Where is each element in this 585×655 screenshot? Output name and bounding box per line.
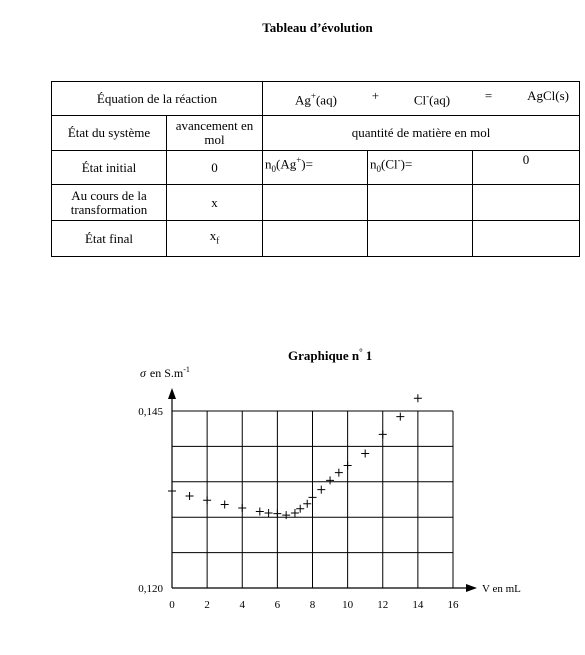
x-tick-label: 12 <box>377 599 389 611</box>
data-point <box>282 511 290 519</box>
data-point <box>273 510 281 518</box>
quantity-header: quantité de matière en mol <box>263 116 580 151</box>
state-during: Au cours de la transformation <box>52 185 167 221</box>
data-point <box>238 504 246 512</box>
data-point <box>326 476 334 484</box>
reactant-cl: Cl-(aq) <box>413 91 451 108</box>
data-point <box>396 413 404 421</box>
advance-final: $x_f$ <box>167 221 263 257</box>
x-tick-label: 8 <box>309 599 316 611</box>
data-point <box>256 508 264 516</box>
reactant-ag: Ag+(aq) <box>295 91 337 108</box>
x-tick-label: 10 <box>342 599 354 611</box>
n0-cl-cell: $n_0(Cl^-)=$ <box>368 151 473 185</box>
x-axis-arrow-icon <box>466 584 477 592</box>
advance-during: x <box>167 185 263 221</box>
data-point <box>221 500 229 508</box>
x-tick-label: 0 <box>169 599 175 611</box>
data-point <box>291 509 299 517</box>
product-agcl: AgCl(s) <box>527 88 569 104</box>
state-initial: État initial <box>52 151 167 185</box>
equals-sign: = <box>484 88 493 104</box>
data-point <box>361 449 369 457</box>
data-point <box>303 500 311 508</box>
data-point <box>296 505 304 513</box>
x-tick-label: 16 <box>447 599 459 611</box>
data-points <box>168 394 422 519</box>
data-point <box>379 430 387 438</box>
y-axis-label: σ en $S.m^{-1}$ <box>140 365 190 380</box>
data-point <box>317 486 325 494</box>
y-tick-label: 0,145 <box>138 406 163 418</box>
state-header: État du système <box>52 116 167 151</box>
data-point <box>186 492 194 500</box>
x-tick-label: 14 <box>412 599 424 611</box>
advance-initial: 0 <box>167 151 263 185</box>
y-axis-arrow-icon <box>168 388 176 399</box>
y-tick-label: 0,120 <box>138 583 163 595</box>
data-point <box>335 469 343 477</box>
document-title: Tableau d’évolution <box>262 20 373 35</box>
chart-title: Graphique n° 1 <box>288 347 373 363</box>
data-point <box>203 496 211 504</box>
x-tick-label: 2 <box>204 599 210 611</box>
plus-sign: + <box>371 88 380 104</box>
advance-header: avancement en mol <box>167 116 263 151</box>
state-final: État final <box>52 221 167 257</box>
x-tick-label: 6 <box>274 599 281 611</box>
data-point <box>265 509 273 517</box>
data-point <box>344 462 352 470</box>
x-axis-label: V en mL <box>482 583 521 595</box>
x-tick-label: 4 <box>239 599 245 611</box>
data-point <box>309 493 317 501</box>
data-point <box>414 394 422 402</box>
equation-label: Équation de la réaction <box>52 82 263 116</box>
n0-ag-cell: $n_0(Ag^+)=$ <box>263 151 368 185</box>
product-initial: 0 <box>473 151 580 185</box>
data-point <box>168 487 176 495</box>
